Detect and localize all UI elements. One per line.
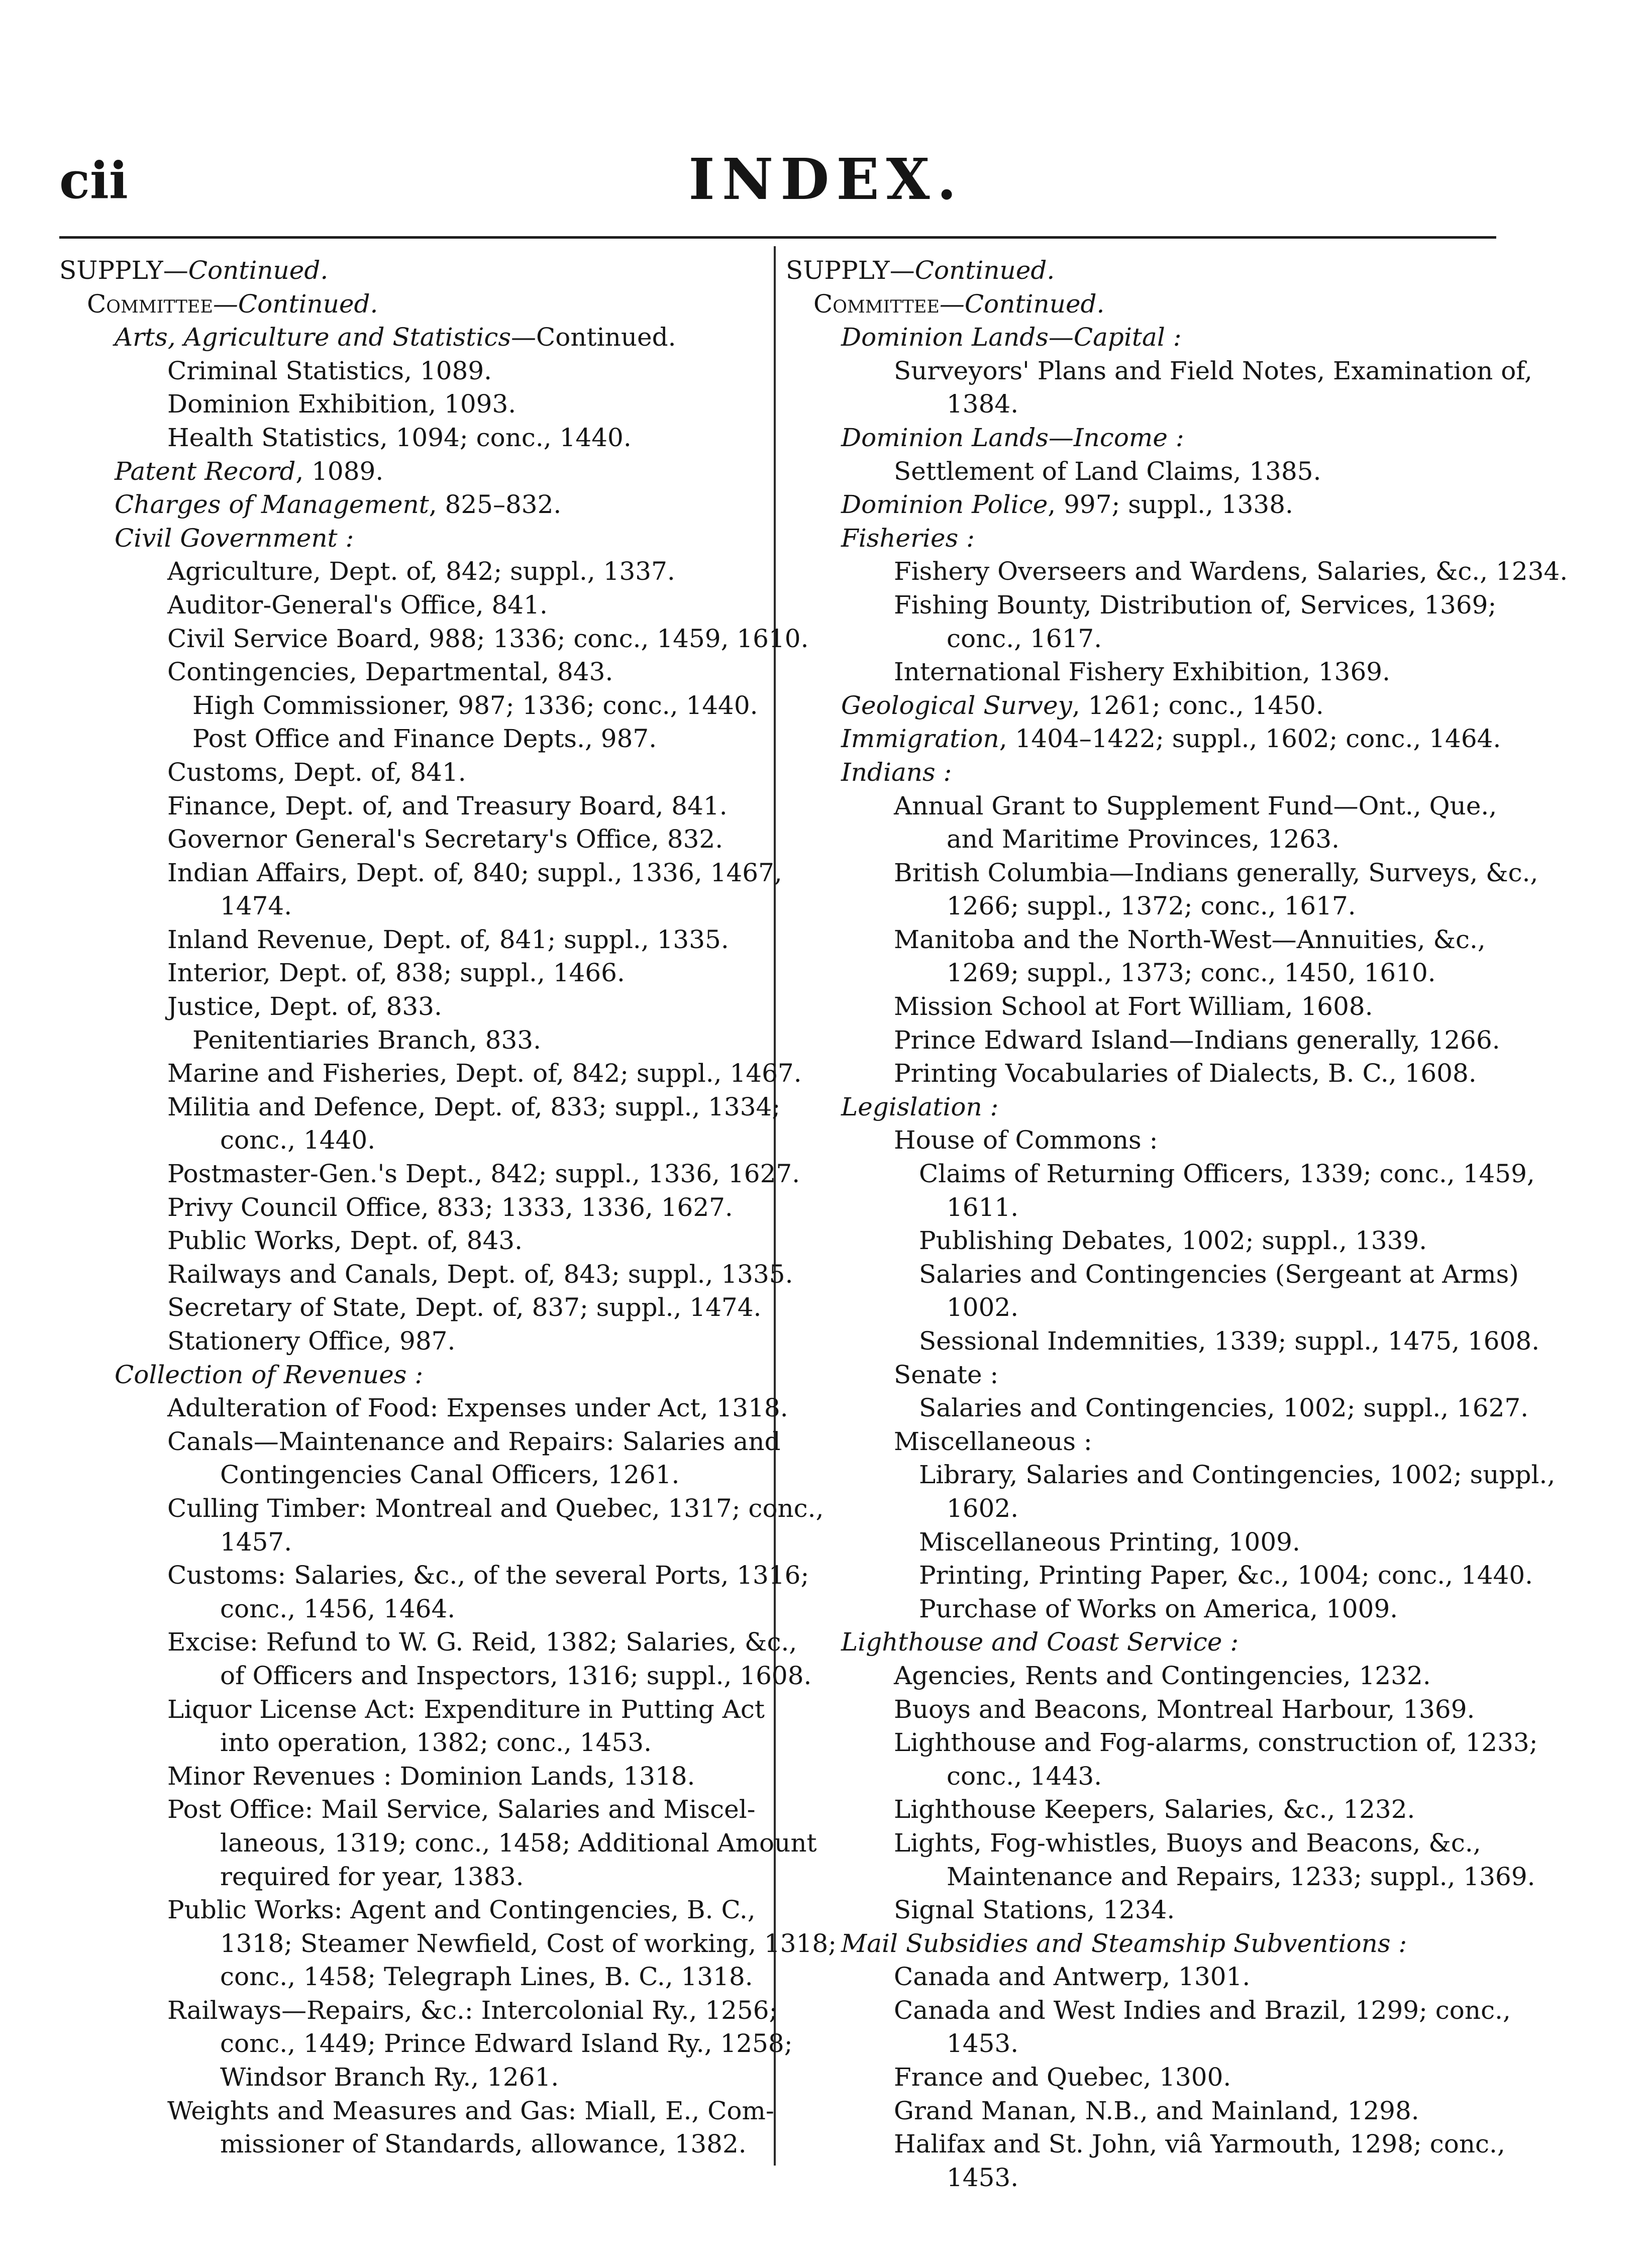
index-entry xyxy=(786,254,1499,287)
index-entry xyxy=(59,1860,763,1894)
entry-continued: —Continued. xyxy=(213,289,378,319)
entry-text: 1453. xyxy=(947,2029,1019,2059)
entry-text: Annual Grant to Supplement Fund—Ont., Que., xyxy=(894,791,1497,820)
index-entry xyxy=(786,1224,1499,1258)
index-entry xyxy=(786,2027,1499,2061)
index-entry xyxy=(786,1458,1556,1492)
entry-text: conc., 1456, 1464. xyxy=(220,1594,456,1623)
entry-text: France and Quebec, 1300. xyxy=(894,2063,1231,2092)
index-entry xyxy=(59,421,763,455)
entry-continued: —Continued. xyxy=(511,323,676,352)
index-entry xyxy=(786,990,1499,1023)
entry-text: Contingencies, Departmental, 843. xyxy=(167,657,613,687)
index-entry xyxy=(786,522,1499,555)
index-entry xyxy=(59,1358,763,1392)
index-entry xyxy=(59,555,763,588)
header-rule xyxy=(59,236,1496,239)
entry-text: conc., 1458; Telegraph Lines, B. C., 1318. xyxy=(220,1962,753,1992)
entry-text: 1384. xyxy=(947,389,1019,419)
index-entry xyxy=(59,655,763,689)
index-entry xyxy=(786,889,1499,923)
index-entry xyxy=(59,1927,837,1961)
entry-text: Senate : xyxy=(894,1360,999,1389)
entry-text: conc., 1440. xyxy=(220,1125,376,1155)
entry-heading: Immigration xyxy=(841,724,999,754)
entry-text: conc., 1449; Prince Edward Island Ry., 1258; xyxy=(220,2029,793,2059)
index-entry xyxy=(786,1893,1499,1927)
index-entry xyxy=(786,2094,1499,2128)
entry-text: Railways—Repairs, &c.: Intercolonial Ry., 1256; xyxy=(167,1995,778,2025)
entry-text: Salaries and Contingencies, 1002; suppl., 1627. xyxy=(919,1393,1529,1423)
entry-text: 1453. xyxy=(947,2163,1019,2192)
entry-text: Inland Revenue, Dept. of, 841; suppl., 1335. xyxy=(167,925,729,954)
index-entry xyxy=(786,689,1499,723)
index-entry xyxy=(786,655,1499,689)
index-entry xyxy=(786,789,1499,823)
index-entry xyxy=(786,588,1499,622)
entry-text: Windsor Branch Ry., 1261. xyxy=(220,2063,559,2092)
entry-text: Penitentiaries Branch, 833. xyxy=(192,1025,541,1055)
index-entry xyxy=(59,722,763,756)
index-entry xyxy=(59,1191,763,1224)
entry-text: Prince Edward Island—Indians generally, 1266. xyxy=(894,1025,1500,1055)
entry-text: Minor Revenues : Dominion Lands, 1318. xyxy=(167,1761,695,1791)
entry-text: Canals—Maintenance and Repairs: Salaries and xyxy=(167,1426,781,1456)
index-entry xyxy=(59,689,763,723)
entry-text: Militia and Defence, Dept. of, 833; suppl., 1334; xyxy=(167,1092,781,1121)
index-entry xyxy=(786,1157,1535,1191)
entry-text: Lighthouse Keepers, Salaries, &c., 1232. xyxy=(894,1795,1415,1824)
entry-text: Dominion Lands—Income : xyxy=(841,423,1184,452)
index-entry xyxy=(786,1057,1499,1090)
entry-text: Settlement of Land Claims, 1385. xyxy=(894,456,1321,486)
entry-text: Fisheries : xyxy=(841,523,975,553)
entry-heading: Charges of Management xyxy=(115,490,429,520)
index-entry xyxy=(786,1625,1499,1659)
index-entry xyxy=(786,856,1538,890)
entry-text: Library, Salaries and Contingencies, 1002; suppl., xyxy=(919,1460,1556,1490)
entry-text: Auditor-General's Office, 841. xyxy=(167,590,548,620)
entry-text: Customs: Salaries, &c., of the several Ports, 1316; xyxy=(167,1561,809,1590)
page-title: INDEX. xyxy=(688,147,964,213)
index-entry xyxy=(786,1123,1499,1157)
index-entry xyxy=(59,287,763,321)
index-entry xyxy=(59,1760,763,1793)
entry-text: Secretary of State, Dept. of, 837; suppl., 1474. xyxy=(167,1293,762,1322)
index-entry xyxy=(786,2127,1505,2161)
entry-pages: , 1404–1422; suppl., 1602; conc., 1464. xyxy=(999,724,1501,754)
entry-heading: Committee xyxy=(813,289,940,319)
entry-text: into operation, 1382; conc., 1453. xyxy=(220,1728,652,1758)
entry-text: Sessional Indemnities, 1339; suppl., 1475, 1608. xyxy=(919,1326,1540,1356)
entry-text: Agriculture, Dept. of, 842; suppl., 1337. xyxy=(167,557,675,586)
index-entry xyxy=(786,1090,1499,1124)
entry-text: Weights and Measures and Gas: Miall, E., Com- xyxy=(167,2096,774,2125)
index-entry xyxy=(786,1760,1499,1793)
index-entry xyxy=(59,1592,763,1626)
index-entry xyxy=(786,421,1499,455)
entry-text: 1457. xyxy=(220,1527,292,1557)
entry-text: Railways and Canals, Dept. of, 843; suppl., 1335. xyxy=(167,1259,793,1289)
entry-text: Stationery Office, 987. xyxy=(167,1326,456,1356)
entry-pages: , 997; suppl., 1338. xyxy=(1048,490,1293,520)
index-entry xyxy=(59,1960,763,1994)
entry-text: 1266; suppl., 1372; conc., 1617. xyxy=(947,891,1356,921)
entry-text: 1611. xyxy=(947,1192,1019,1222)
entry-text: Dominion Exhibition, 1093. xyxy=(167,389,517,419)
entry-text: Public Works: Agent and Contingencies, B. C., xyxy=(167,1895,756,1925)
entry-text: Lighthouse and Coast Service : xyxy=(841,1627,1239,1657)
index-entry xyxy=(59,588,763,622)
entry-text: Post Office: Mail Service, Salaries and Miscel- xyxy=(167,1795,756,1824)
index-entry xyxy=(59,254,763,287)
index-entry xyxy=(786,823,1499,856)
entry-text: required for year, 1383. xyxy=(220,1862,524,1891)
entry-heading: Arts, Agriculture and Statistics xyxy=(115,323,511,352)
entry-text: 1002. xyxy=(947,1293,1019,1322)
entry-heading: Geological Survey xyxy=(841,690,1072,720)
index-entry xyxy=(59,1258,793,1291)
entry-text: Marine and Fisheries, Dept. of, 842; suppl., 1467. xyxy=(167,1059,802,1088)
index-entry xyxy=(786,455,1499,488)
entry-text: Criminal Statistics, 1089. xyxy=(167,356,492,385)
entry-text: Printing, Printing Paper, &c., 1004; conc., 1440. xyxy=(919,1561,1533,1590)
entry-text: Printing Vocabularies of Dialects, B. C., 1608. xyxy=(894,1059,1477,1088)
index-entry xyxy=(786,2161,1499,2195)
entry-text: Indian Affairs, Dept. of, 840; suppl., 1336, 1467, xyxy=(167,858,782,887)
index-entry xyxy=(59,1090,781,1124)
entry-text: Salaries and Contingencies (Sergeant at Arms) xyxy=(919,1259,1519,1289)
index-entry xyxy=(786,1492,1499,1525)
index-entry xyxy=(59,1625,797,1659)
index-entry xyxy=(786,1826,1499,1860)
index-entry xyxy=(59,1659,812,1693)
entry-text: Postmaster-Gen.'s Dept., 842; suppl., 1336, 1627. xyxy=(167,1159,800,1189)
left-column xyxy=(59,254,837,2161)
entry-text: Privy Council Office, 833; 1333, 1336, 1627. xyxy=(167,1192,733,1222)
index-entry xyxy=(786,1258,1519,1291)
index-entry xyxy=(59,1123,763,1157)
entry-text: Grand Manan, N.B., and Mainland, 1298. xyxy=(894,2096,1419,2125)
index-entry xyxy=(786,1927,1499,1961)
entry-text: Lighthouse and Fog-alarms, construction of, 1233; xyxy=(894,1728,1538,1758)
entry-heading: SUPPLY— xyxy=(59,256,188,285)
entry-pages: , 1261; conc., 1450. xyxy=(1072,690,1324,720)
index-entry xyxy=(59,1157,800,1191)
entry-text: Excise: Refund to W. G. Reid, 1382; Salaries, &c., xyxy=(167,1627,797,1657)
index-entry xyxy=(786,923,1499,957)
entry-text: Liquor License Act: Expenditure in Putting Act xyxy=(167,1694,765,1724)
index-entry xyxy=(59,354,763,388)
index-entry xyxy=(786,1525,1499,1559)
index-entry xyxy=(59,488,763,522)
entry-text: Signal Stations, 1234. xyxy=(894,1895,1175,1925)
index-entry xyxy=(59,756,763,789)
index-entry xyxy=(59,990,763,1023)
index-entry xyxy=(786,1960,1499,1994)
entry-text: Governor General's Secretary's Office, 832. xyxy=(167,825,724,854)
entry-text: Public Works, Dept. of, 843. xyxy=(167,1226,523,1256)
entry-text: British Columbia—Indians generally, Surveys, &c., xyxy=(894,858,1538,887)
entry-text: Buoys and Beacons, Montreal Harbour, 1369. xyxy=(894,1694,1475,1724)
index-entry xyxy=(59,789,763,823)
index-entry xyxy=(786,1659,1499,1693)
index-entry xyxy=(786,1324,1540,1358)
entry-text: Claims of Returning Officers, 1339; conc., 1459, xyxy=(919,1159,1535,1189)
index-entry xyxy=(59,2127,763,2161)
entry-text: of Officers and Inspectors, 1316; suppl., 1608. xyxy=(220,1661,812,1690)
column-divider xyxy=(774,246,776,2166)
right-column xyxy=(786,254,1568,2194)
index-entry xyxy=(786,956,1499,990)
entry-text: Indians : xyxy=(841,757,952,787)
entry-text: Maintenance and Repairs, 1233; suppl., 1369. xyxy=(947,1862,1535,1891)
entry-text: Publishing Debates, 1002; suppl., 1339. xyxy=(919,1226,1427,1256)
entry-text: Halifax and St. John, viâ Yarmouth, 1298; conc., xyxy=(894,2129,1505,2159)
index-entry xyxy=(786,1793,1499,1826)
index-entry xyxy=(59,823,763,856)
index-entry xyxy=(786,1726,1538,1760)
index-entry xyxy=(786,321,1499,354)
entry-text: Fishing Bounty, Distribution of, Services, 1369; xyxy=(894,590,1497,620)
index-entry xyxy=(59,1793,763,1826)
index-entry xyxy=(59,522,763,555)
entry-text: Dominion Lands—Capital : xyxy=(841,323,1182,352)
index-entry xyxy=(59,1726,763,1760)
entry-text: Mail Subsidies and Steamship Subventions : xyxy=(841,1928,1407,1958)
entry-text: conc., 1617. xyxy=(947,624,1102,653)
index-entry xyxy=(786,2061,1499,2094)
entry-text: Miscellaneous : xyxy=(894,1426,1092,1456)
index-entry xyxy=(786,1994,1511,2027)
entry-heading: Patent Record xyxy=(115,456,296,486)
index-entry xyxy=(786,622,1499,656)
index-entry xyxy=(786,1191,1499,1224)
entry-text: 1269; suppl., 1373; conc., 1450, 1610. xyxy=(947,958,1436,988)
entry-text: Justice, Dept. of, 833. xyxy=(167,992,442,1021)
index-entry xyxy=(786,1291,1499,1324)
entry-text: Culling Timber: Montreal and Quebec, 1317; conc., xyxy=(167,1493,824,1523)
entry-text: Civil Service Board, 988; 1336; conc., 1459, 1610. xyxy=(167,624,809,653)
entry-text: conc., 1443. xyxy=(947,1761,1102,1791)
entry-text: Customs, Dept. of, 841. xyxy=(167,757,466,787)
index-entry xyxy=(59,1391,788,1425)
entry-text: Manitoba and the North-West—Annuities, &c., xyxy=(894,925,1486,954)
index-entry xyxy=(786,722,1499,756)
entry-text: Purchase of Works on America, 1009. xyxy=(919,1594,1398,1623)
index-entry xyxy=(786,1860,1535,1894)
entry-pages: , 825–832. xyxy=(429,490,562,520)
index-entry xyxy=(786,287,1499,321)
entry-text: 1474. xyxy=(220,891,292,921)
entry-text: Legislation : xyxy=(841,1092,999,1121)
index-entry xyxy=(786,488,1499,522)
entry-text: laneous, 1319; conc., 1458; Additional Amount xyxy=(220,1828,817,1858)
index-entry xyxy=(59,956,763,990)
entry-text: International Fishery Exhibition, 1369. xyxy=(894,657,1391,687)
index-entry xyxy=(59,1492,824,1525)
entry-text: Miscellaneous Printing, 1009. xyxy=(919,1527,1300,1557)
entry-text: Adulteration of Food: Expenses under Act, 1318. xyxy=(167,1393,788,1423)
entry-heading: Dominion Police xyxy=(841,490,1048,520)
index-entry xyxy=(59,1458,763,1492)
entry-text: Canada and West Indies and Brazil, 1299; conc., xyxy=(894,1995,1511,2025)
entry-text: Surveyors' Plans and Field Notes, Examination of, xyxy=(894,356,1532,385)
index-entry xyxy=(59,1023,763,1057)
index-entry xyxy=(59,321,763,354)
entry-text: 1602. xyxy=(947,1493,1019,1523)
entry-pages: , 1089. xyxy=(295,456,384,486)
entry-heading: SUPPLY— xyxy=(786,256,915,285)
index-entry xyxy=(59,1994,778,2027)
index-entry xyxy=(59,622,809,656)
index-entry xyxy=(59,1693,763,1726)
entry-text: Post Office and Finance Depts., 987. xyxy=(192,724,657,754)
entry-text: Mission School at Fort William, 1608. xyxy=(894,992,1373,1021)
index-entry xyxy=(786,1391,1529,1425)
index-entry xyxy=(59,1224,763,1258)
index-entry xyxy=(786,555,1568,588)
index-entry xyxy=(59,1057,802,1090)
entry-text: House of Commons : xyxy=(894,1125,1158,1155)
index-entry xyxy=(59,455,763,488)
entry-text: Fishery Overseers and Wardens, Salaries, &c., 1234. xyxy=(894,557,1568,586)
entry-heading: Committee xyxy=(87,289,213,319)
index-entry xyxy=(59,856,782,890)
page-number: cii xyxy=(59,151,128,210)
index-entry xyxy=(59,2027,793,2061)
entry-text: Canada and Antwerp, 1301. xyxy=(894,1962,1251,1992)
index-entry xyxy=(59,1559,809,1592)
entry-continued: Continued. xyxy=(914,256,1055,285)
entry-continued: Continued. xyxy=(188,256,329,285)
index-entry xyxy=(786,387,1499,421)
index-entry xyxy=(786,354,1532,388)
index-entry xyxy=(59,1826,817,1860)
index-entry xyxy=(786,756,1499,789)
index-entry xyxy=(59,387,763,421)
index-entry xyxy=(59,923,763,957)
entry-text: Contingencies Canal Officers, 1261. xyxy=(220,1460,680,1490)
index-entry xyxy=(786,1693,1499,1726)
index-entry xyxy=(786,1425,1499,1459)
index-entry xyxy=(59,889,763,923)
entry-text: High Commissioner, 987; 1336; conc., 1440. xyxy=(192,690,758,720)
index-entry xyxy=(59,1324,763,1358)
entry-text: Lights, Fog-whistles, Buoys and Beacons, &c., xyxy=(894,1828,1481,1858)
index-entry xyxy=(59,2094,774,2128)
entry-text: and Maritime Provinces, 1263. xyxy=(947,825,1340,854)
index-entry xyxy=(786,1592,1499,1626)
entry-text: Interior, Dept. of, 838; suppl., 1466. xyxy=(167,958,625,988)
index-entry xyxy=(786,1023,1499,1057)
index-entry xyxy=(59,1291,763,1324)
index-entry xyxy=(786,1358,1499,1392)
index-entry xyxy=(59,1893,763,1927)
entry-text: missioner of Standards, allowance, 1382. xyxy=(220,2129,747,2159)
index-entry xyxy=(786,1559,1533,1592)
entry-text: 1318; Steamer Newfield, Cost of working, 1318; xyxy=(220,1928,837,1958)
entry-continued: —Continued. xyxy=(939,289,1105,319)
index-entry xyxy=(59,1425,781,1459)
entry-text: Agencies, Rents and Contingencies, 1232. xyxy=(894,1661,1431,1690)
index-entry xyxy=(59,2061,763,2094)
entry-text: Civil Government : xyxy=(115,523,354,553)
index-entry xyxy=(59,1525,763,1559)
entry-text: Finance, Dept. of, and Treasury Board, 841. xyxy=(167,791,728,820)
entry-text: Health Statistics, 1094; conc., 1440. xyxy=(167,423,632,452)
entry-text: Collection of Revenues : xyxy=(115,1360,424,1389)
